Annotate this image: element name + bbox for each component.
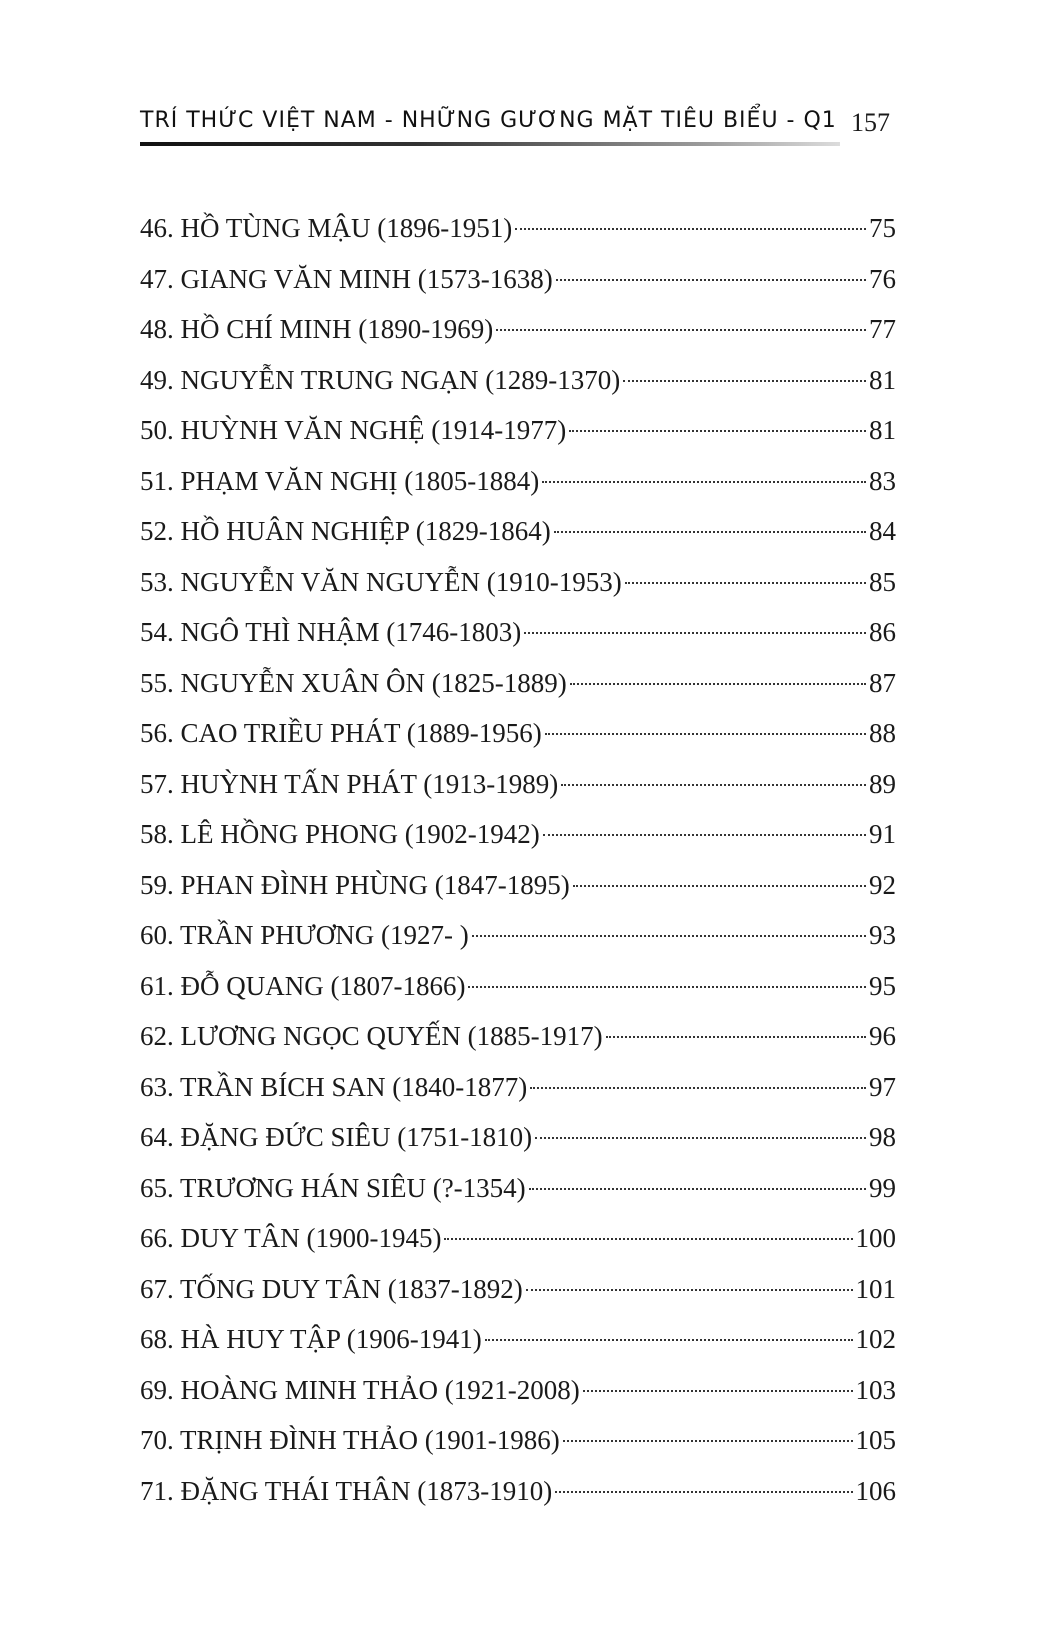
dot-leader — [524, 632, 866, 634]
toc-entry-page: 105 — [855, 1425, 896, 1455]
toc-entry-page: 93 — [869, 920, 896, 950]
toc-entry-title: 68. HÀ HUY TẬP (1906-1941) — [140, 1324, 482, 1354]
toc-entry-page: 92 — [869, 869, 896, 900]
toc-entry-page: 83 — [869, 465, 896, 496]
toc-entry — [140, 759, 896, 810]
dot-leader — [554, 531, 866, 533]
toc-entry-title: 50. HUỲNH VĂN NGHỆ (1914-1977) — [140, 415, 567, 445]
toc-entry — [140, 203, 896, 254]
toc-entry — [140, 860, 896, 911]
toc-entry-title: 57. HUỲNH TẤN PHÁT (1913-1989) — [140, 768, 559, 799]
toc-entry-title: 55. NGUYỄN XUÂN ÔN (1825-1889) — [140, 667, 567, 698]
dot-leader — [485, 1339, 853, 1341]
toc-entry — [140, 961, 896, 1012]
dot-leader — [573, 885, 866, 887]
toc-entry — [140, 1112, 896, 1163]
toc-entry-page: 75 — [869, 213, 896, 243]
toc-entry — [140, 910, 896, 961]
toc-entry — [140, 1314, 896, 1365]
toc-entry — [140, 1011, 896, 1062]
dot-leader — [444, 1238, 852, 1240]
toc-entry-title: 46. HỒ TÙNG MẬU (1896-1951) — [140, 213, 513, 243]
toc-entry-title: 54. NGÔ THÌ NHẬM (1746-1803) — [140, 617, 522, 647]
dot-leader — [563, 1440, 853, 1442]
toc-entry-title: 65. TRƯƠNG HÁN SIÊU (?-1354) — [140, 1172, 526, 1203]
book-title: TRÍ THỨC VIỆT NAM - NHỮNG GƯƠNG MẶT TIÊU BIỂU - Q1 — [140, 108, 837, 133]
toc-entry-page: 77 — [869, 314, 896, 344]
dot-leader — [570, 683, 866, 685]
toc-entry-page: 91 — [869, 819, 896, 849]
toc-entry — [140, 708, 896, 759]
toc-entry-title: 67. TỐNG DUY TÂN (1837-1892) — [140, 1273, 523, 1304]
toc-entry-page: 81 — [869, 415, 896, 445]
toc-entry-page: 84 — [869, 516, 896, 546]
toc-entry — [140, 1163, 896, 1214]
toc-entry-title: 69. HOÀNG MINH THẢO (1921-2008) — [140, 1374, 580, 1405]
toc-entry-page: 102 — [855, 1324, 896, 1354]
toc-entry-title: 52. HỒ HUÂN NGHIỆP (1829-1864) — [140, 516, 551, 546]
dot-leader — [555, 1491, 852, 1493]
dot-leader — [543, 834, 866, 836]
toc-entry-page: 103 — [855, 1374, 896, 1405]
page-number: 157 — [851, 108, 890, 137]
toc-entry-page: 87 — [869, 667, 896, 698]
dot-leader — [496, 329, 866, 331]
toc-entry-title: 60. TRẦN PHƯƠNG (1927- ) — [140, 920, 469, 950]
toc-entry — [140, 809, 896, 860]
table-of-contents — [140, 203, 896, 1516]
toc-entry — [140, 557, 896, 608]
dot-leader — [583, 1390, 853, 1392]
toc-entry-page: 99 — [869, 1172, 896, 1203]
toc-entry — [140, 456, 896, 507]
toc-entry-page: 95 — [869, 970, 896, 1001]
toc-entry — [140, 304, 896, 355]
dot-leader — [625, 582, 866, 584]
toc-entry — [140, 1415, 896, 1466]
toc-entry — [140, 1213, 896, 1264]
toc-entry-page: 76 — [869, 263, 896, 294]
toc-entry-title: 49. NGUYỄN TRUNG NGẠN (1289-1370) — [140, 364, 621, 395]
running-header — [140, 104, 896, 144]
toc-entry-title: 70. TRỊNH ĐÌNH THẢO (1901-1986) — [140, 1425, 560, 1455]
dot-leader — [515, 228, 866, 230]
toc-entry-page: 85 — [869, 566, 896, 597]
toc-entry-title: 48. HỒ CHÍ MINH (1890-1969) — [140, 314, 494, 344]
toc-entry-title: 53. NGUYỄN VĂN NGUYỄN (1910-1953) — [140, 566, 622, 597]
dot-leader — [623, 380, 866, 382]
toc-entry-title: 51. PHẠM VĂN NGHỊ (1805-1884) — [140, 465, 540, 496]
dot-leader — [606, 1036, 866, 1038]
toc-entry-title: 63. TRẦN BÍCH SAN (1840-1877) — [140, 1071, 528, 1102]
toc-entry-title: 66. DUY TÂN (1900-1945) — [140, 1223, 442, 1253]
toc-entry-page: 106 — [855, 1475, 896, 1506]
dot-leader — [545, 733, 866, 735]
toc-entry — [140, 607, 896, 658]
dot-leader — [529, 1188, 866, 1190]
toc-entry-title: 62. LƯƠNG NGỌC QUYẾN (1885-1917) — [140, 1021, 603, 1051]
dot-leader — [468, 986, 866, 988]
toc-entry-title: 64. ĐẶNG ĐỨC SIÊU (1751-1810) — [140, 1122, 533, 1152]
dot-leader — [472, 935, 866, 937]
toc-entry — [140, 254, 896, 305]
toc-entry-page: 97 — [869, 1071, 896, 1102]
toc-entry — [140, 1062, 896, 1113]
toc-entry-page: 89 — [869, 768, 896, 799]
toc-entry — [140, 1365, 896, 1416]
toc-entry-page: 86 — [869, 617, 896, 647]
toc-entry-page: 98 — [869, 1122, 896, 1152]
toc-entry — [140, 1466, 896, 1517]
toc-entry — [140, 658, 896, 709]
toc-entry-page: 100 — [855, 1223, 896, 1253]
toc-entry — [140, 1264, 896, 1315]
toc-entry-title: 58. LÊ HỒNG PHONG (1902-1942) — [140, 819, 540, 849]
dot-leader — [542, 481, 866, 483]
toc-entry — [140, 506, 896, 557]
toc-entry-title: 61. ĐỖ QUANG (1807-1866) — [140, 970, 466, 1001]
header-rule — [140, 142, 840, 146]
toc-entry-page: 96 — [869, 1021, 896, 1051]
toc-entry-title: 56. CAO TRIỀU PHÁT (1889-1956) — [140, 718, 542, 748]
dot-leader — [530, 1087, 866, 1089]
toc-entry-page: 88 — [869, 718, 896, 748]
toc-entry — [140, 405, 896, 456]
dot-leader — [535, 1137, 866, 1139]
toc-entry-page: 101 — [855, 1273, 896, 1304]
toc-entry — [140, 355, 896, 406]
toc-entry-page: 81 — [869, 364, 896, 395]
dot-leader — [526, 1289, 853, 1291]
toc-entry-title: 71. ĐẶNG THÁI THÂN (1873-1910) — [140, 1475, 553, 1506]
toc-entry-title: 59. PHAN ĐÌNH PHÙNG (1847-1895) — [140, 869, 570, 900]
dot-leader — [569, 430, 866, 432]
toc-entry-title: 47. GIANG VĂN MINH (1573-1638) — [140, 263, 553, 294]
dot-leader — [556, 279, 866, 281]
dot-leader — [561, 784, 866, 786]
